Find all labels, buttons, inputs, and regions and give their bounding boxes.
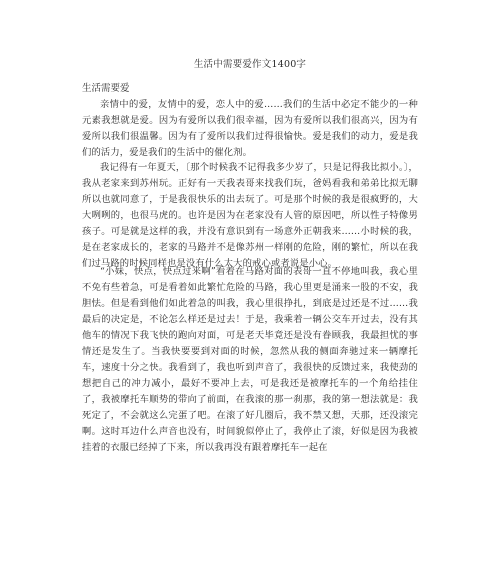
document-page	[82, 0, 418, 566]
document-title: 生活中需要爱作文1400字	[193, 59, 307, 70]
paragraph-2: 我记得有一年夏天，〔那个时候我不记得我多少岁了，只是记得我比拟小。〕，我从老家来到苏州玩。正好有一天我表哥来找我们玩，爸妈看我和弟弟比拟无聊所以也就同意了，于是我很快乐的出去玩了。可是那个时候的我是很疯野的，大大咧咧的，也很马虎的。也许是因为在老家没有人管的原因吧，所以性子特像男孩子。可是就是这样的我，并没有意识到有一场意外正朝我来……小时候的我，是在老家成长的，老家的马路并不是像苏州一样刚的危险，刚的繁忙，所以在我们过马路的时候同样也是没有什么太大的戒心或者说是小心。	[82, 162, 418, 269]
section-heading: 生活需要爱	[82, 83, 130, 94]
paragraph-1: 亲情中的爱，友情中的爱，恋人中的爱……我们的生活中必定不能少的一种元素我想就是爱。因为有爱所以我们很幸福，因为有爱所以我们很高兴，因为有爱所以我们很温馨。因为有了爱所以我们过得很愉快。爱是我们的动力，爱是我们的活力，爱是我们的生活中的催化剂。	[82, 99, 418, 158]
paragraph-3: “小妹，快点，快点过来啊”看着在马路对面的表哥一直不停地叫我，我心里不免有些着急，可是看着如此繁忙危险的马路，我心里更是涌来一股的不安，我胆怯。但是看到他们如此着急的叫我，我心里很挣扎，到底是过还是不过……我最后的决定是，不论怎么样还是过去！于是，我乘着一辆公交车开过去，没有其他车的情况下我飞快的跑向对面，可是老天毕竟还是没有眷顾我，我最担忧的事情还是发生了。当我快要要到对面的时候，忽然从我的侧面奔驰过来一辆摩托车，速度十分之快。我看到了，我也听到声音了，我很快的反馈过来，我使劲的想把自己的冲力减小，最好不要冲上去，可是我还是被摩托车的一个角给挂住了，我被摩托车顺势的带向了前面，在我滚的那一刹那，我的第一想法就是：我死定了，不会就这么完蛋了吧。在滚了好几圈后，我不禁又想，天那，还没滚完啊。这时耳边什么声音也没有，时间貌似停止了，我停止了滚，好似是因为我被挂着的衣服已经掉了下来，所以我再没有跟着摩托车一起在	[82, 266, 418, 453]
